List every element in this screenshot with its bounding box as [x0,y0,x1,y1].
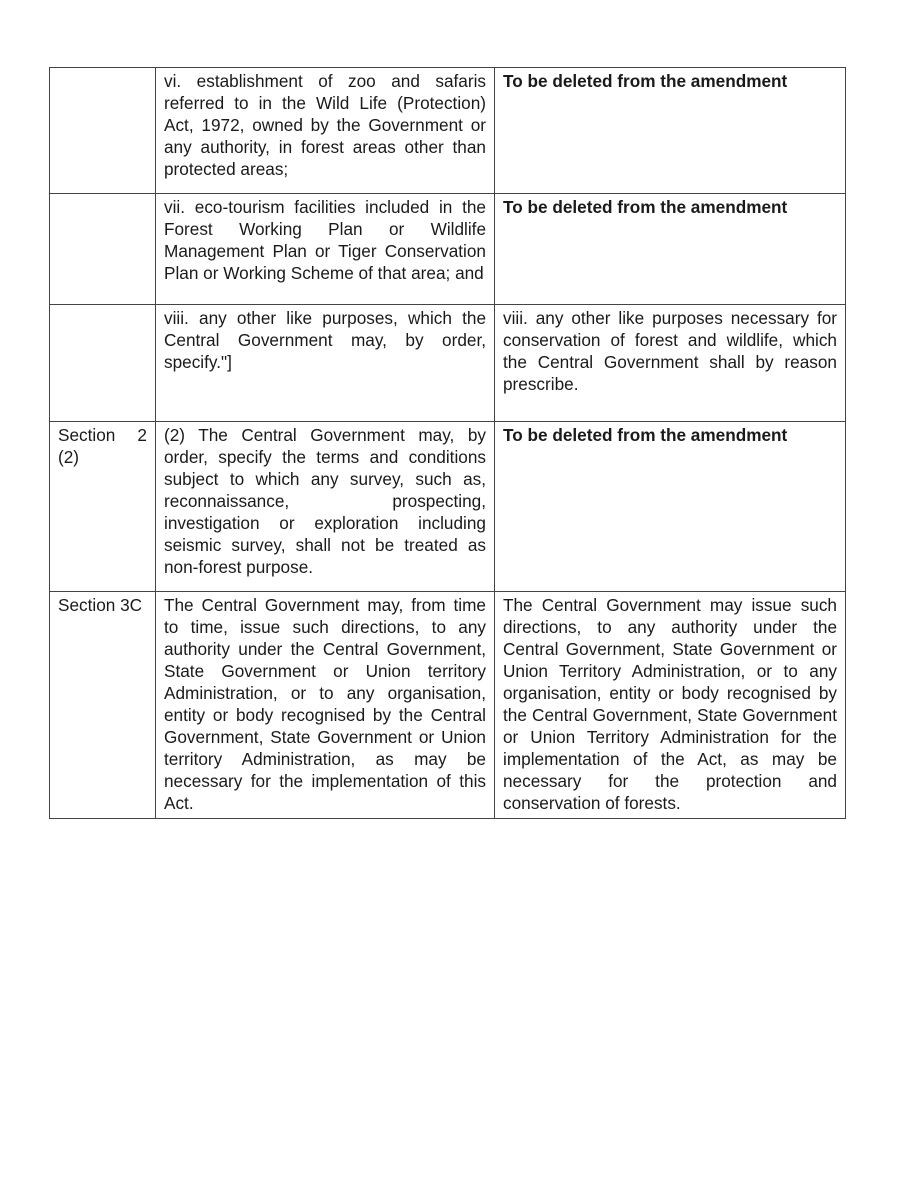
existing-provision-cell: viii. any other like purposes, which the Central Government may, by order, specify."] [156,305,495,422]
proposed-change-cell: To be deleted from the amendment [495,422,846,592]
section-cell: Section 3C [50,592,156,819]
proposed-change-cell: viii. any other like purposes necessary for conservation of forest and wildlife, which the Central Government shall by reason prescribe. [495,305,846,422]
section-cell: Section 2 (2) [50,422,156,592]
table-row [50,592,846,819]
existing-provision-cell: (2) The Central Government may, by order, specify the terms and conditions subject to which any survey, such as, reconnaissance, prospecting, investigation or exploration including seismic survey, shall not be treated as non-forest purpose. [156,422,495,592]
proposed-change-cell: The Central Government may issue such directions, to any authority under the Central Government, State Government or Union Territory Administration, or to any organisation, entity or body recognised by the Central Government, State Government or Union Territory Administration for the implementation of the Act, as may be necessary for the protection and conservation of forests. [495,592,846,819]
amendment-comparison-table [49,67,846,819]
section-cell [50,305,156,422]
existing-provision-cell: vii. eco-tourism facilities included in the Forest Working Plan or Wildlife Management Plan or Tiger Conservation Plan or Working Scheme of that area; and [156,194,495,305]
existing-provision-cell: The Central Government may, from time to time, issue such directions, to any authority under the Central Government, State Government or Union territory Administration, or to any organisation, entity or body recognised by the Central Government, State Government or Union territory Administration, as may be necessary for the implementation of this Act. [156,592,495,819]
existing-provision-cell: vi. establishment of zoo and safaris referred to in the Wild Life (Protection) Act, 1972, owned by the Government or any authority, in forest areas other than protected areas; [156,68,495,194]
table-row [50,194,846,305]
section-cell [50,68,156,194]
proposed-change-cell: To be deleted from the amendment [495,68,846,194]
section-cell [50,194,156,305]
table-row [50,68,846,194]
table-row [50,422,846,592]
table-row [50,305,846,422]
proposed-change-cell: To be deleted from the amendment [495,194,846,305]
